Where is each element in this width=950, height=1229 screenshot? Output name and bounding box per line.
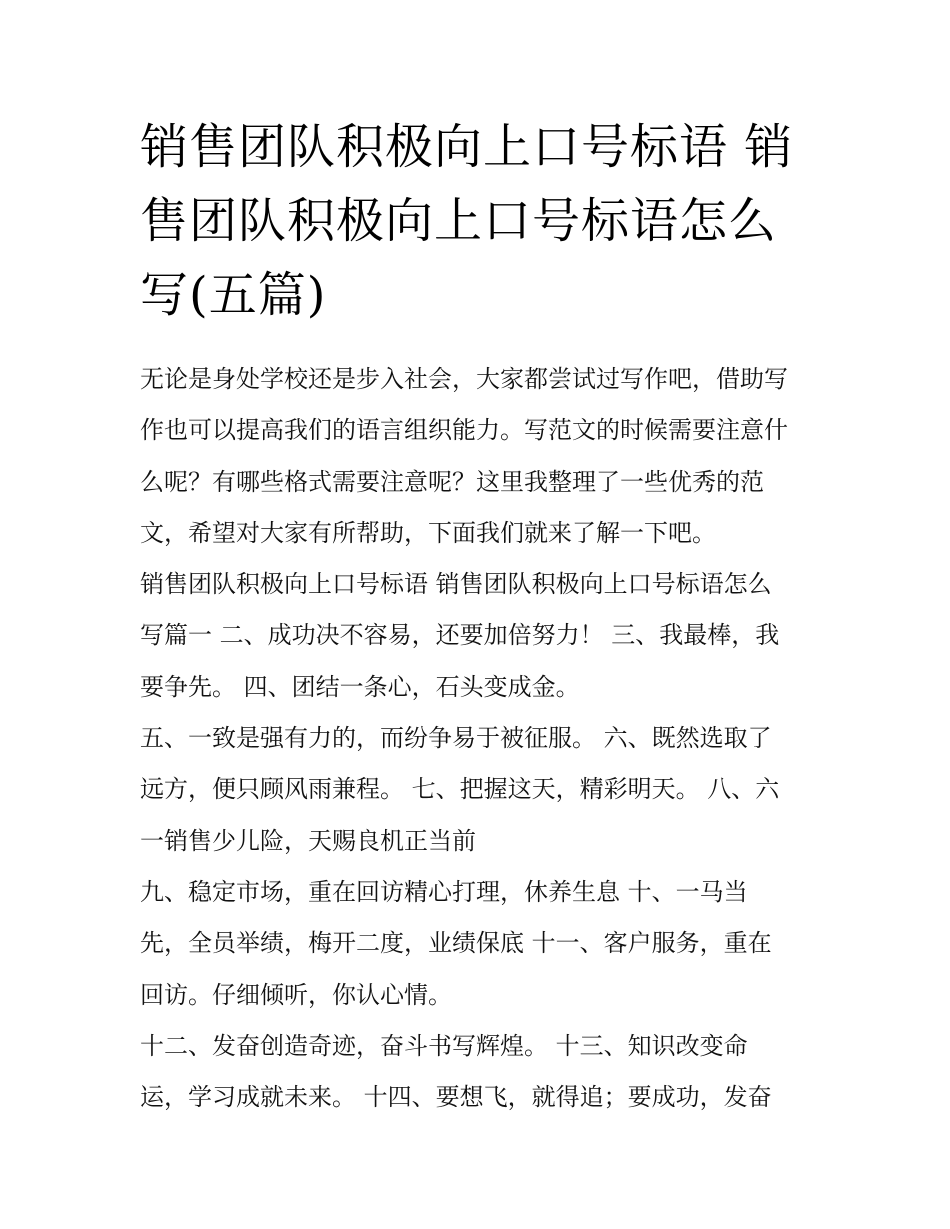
body-line: 远方，便只顾风雨兼程。 七、把握这天，精彩明天。 八、六 [140,775,780,804]
body-line: 十二、发奋创造奇迹，奋斗书写辉煌。 十三、知识改变命 [140,1031,748,1060]
document-title [140,110,820,332]
body-line: 先，全员举绩，梅开二度，业绩保底 十一、客户服务，重在 [140,929,772,958]
body-line: 五、一致是强有力的，而纷争易于被征服。 六、既然选取了 [140,724,772,753]
body-line: 运，学习成就未来。 十四、要想飞，就得追；要成功，发奋 [140,1083,772,1112]
body-line: 无论是身处学校还是步入社会，大家都尝试过写作吧，借助写 [140,365,788,393]
body-line: 作也可以提高我们的语言组织能力。写范文的时候需要注意什 [140,416,788,445]
title-line: 销售团队积极向上口号标语 销 [140,119,794,175]
title-line: 售团队积极向上口号标语怎么 [140,193,778,249]
document-body [140,354,830,1123]
body-line: 销售团队积极向上口号标语 销售团队积极向上口号标语怎么 [140,570,772,599]
body-line: 么呢？有哪些格式需要注意呢？这里我整理了一些优秀的范 [140,467,764,496]
body-line: 写篇一 二、成功决不容易，还要加倍努力！ 三、我最棒，我 [140,621,780,650]
title-line: 写(五篇) [140,267,327,323]
body-line: 文，希望对大家有所帮助，下面我们就来了解一下吧。 [140,518,716,547]
body-line: 回访。仔细倾听，你认心情。 [140,980,452,1009]
body-line: 一销售少儿险，天赐良机正当前 [140,826,476,855]
body-line: 九、稳定市场，重在回访精心打理，休养生息 十、一马当 [140,877,748,906]
body-line: 要争先。 四、团结一条心，石头变成金。 [140,672,580,701]
